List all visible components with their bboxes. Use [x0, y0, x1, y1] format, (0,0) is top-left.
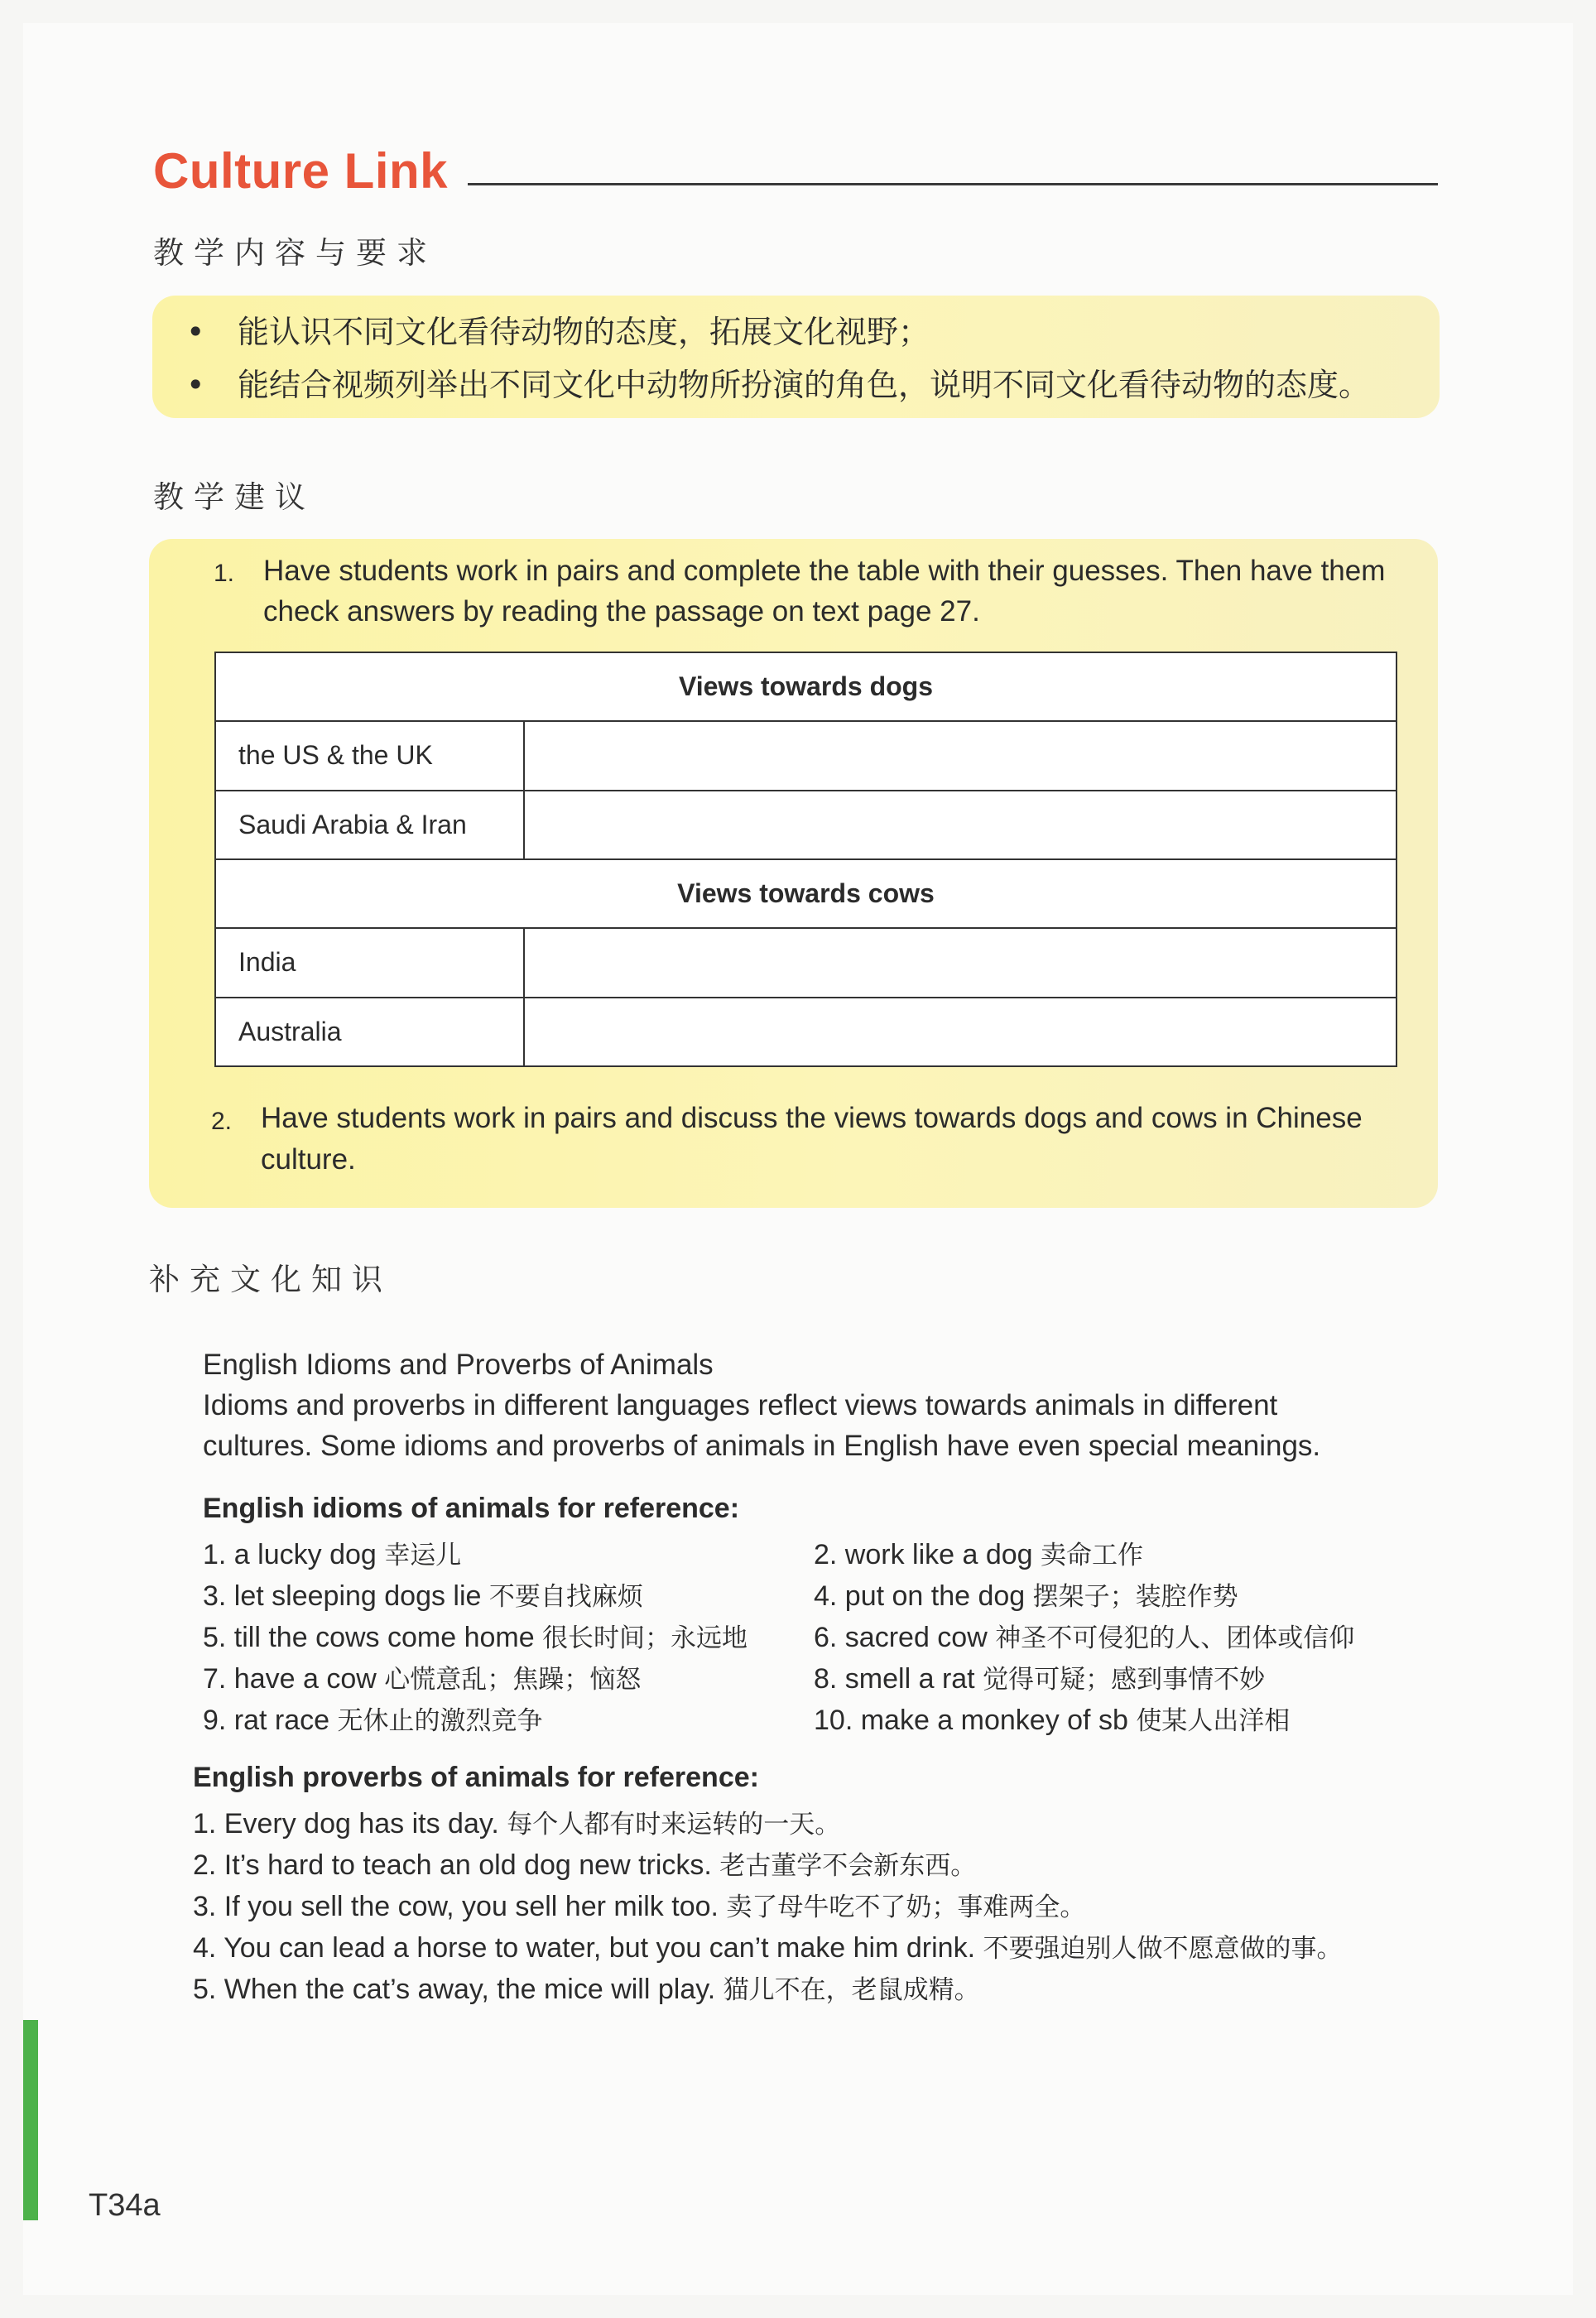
section-heading-culture: 补充文化知识 — [149, 1262, 392, 1297]
proverb-item: 5. When the cat’s away, the mice will play. 猫儿不在，老鼠成精。 — [193, 1974, 980, 2005]
objective-text: 能认识不同文化看待动物的态度，拓展文化视野； — [238, 314, 930, 350]
idiom-item: 2. work like a dog 卖命工作 — [814, 1539, 1144, 1570]
idiom-item: 3. let sleeping dogs lie 不要自找麻烦 — [203, 1580, 643, 1612]
objective-text: 能结合视频列举出不同文化中动物所扮演的角色，说明不同文化看待动物的态度。 — [238, 367, 1371, 403]
proverb-item: 1. Every dog has its day. 每个人都有时来运转的一天。 — [193, 1808, 841, 1839]
country-cell: Australia — [215, 998, 524, 1066]
section-heading-suggestions: 教学建议 — [153, 479, 315, 515]
title-rule — [468, 183, 1438, 185]
proverbs-heading: English proverbs of animals for reference: — [193, 1762, 759, 1793]
idiom-item: 5. till the cows come home 很长时间；永远地 — [203, 1622, 748, 1653]
page-edge-bar — [23, 2020, 38, 2220]
country-cell: the US & the UK — [215, 721, 524, 790]
page-title: Culture Link — [153, 143, 449, 199]
answer-cell[interactable] — [524, 791, 1396, 859]
idiom-item: 9. rat race 无休止的激烈竞争 — [203, 1705, 543, 1736]
idiom-item: 10. make a monkey of sb 使某人出洋相 — [814, 1705, 1291, 1736]
cows-header: Views towards cows — [215, 859, 1396, 928]
suggestion-2-line2: culture. — [261, 1143, 356, 1176]
culture-intro-line1: Idioms and proverbs in different languages reflect views towards animals in different — [203, 1389, 1278, 1421]
idiom-item: 8. smell a rat 觉得可疑；感到事情不妙 — [814, 1663, 1266, 1695]
idiom-item: 1. a lucky dog 幸运儿 — [203, 1539, 462, 1570]
proverb-item: 4. You can lead a horse to water, but you can’t make him drink. 不要强迫别人做不愿意做的事。 — [193, 1932, 1343, 1964]
idiom-item: 4. put on the dog 摆架子；装腔作势 — [814, 1580, 1238, 1612]
section-heading-objectives: 教学内容与要求 — [153, 235, 437, 271]
culture-intro-line2: cultures. Some idioms and proverbs of animals in English have even special meanings. — [203, 1430, 1321, 1462]
suggestion-1-line1: Have students work in pairs and complete the table with their guesses. Then have them — [263, 555, 1386, 587]
views-table — [214, 652, 1397, 1067]
objective-item: • 能认识不同文化看待动物的态度，拓展文化视野； — [186, 314, 930, 350]
idiom-item: 7. have a cow 心慌意乱；焦躁；恼怒 — [203, 1663, 642, 1695]
proverb-item: 3. If you sell the cow, you sell her milk too. 卖了母牛吃不了奶；事难两全。 — [193, 1891, 1086, 1922]
culture-heading: English Idioms and Proverbs of Animals — [203, 1349, 714, 1381]
suggestion-number: 2. — [211, 1108, 233, 1135]
page-number: T34a — [89, 2188, 161, 2223]
idioms-heading: English idioms of animals for reference: — [203, 1493, 740, 1524]
dogs-header: Views towards dogs — [215, 652, 1396, 721]
answer-cell[interactable] — [524, 721, 1396, 790]
suggestion-1-line2: check answers by reading the passage on text page 27. — [263, 595, 980, 628]
suggestion-2-line1: Have students work in pairs and discuss the views towards dogs and cows in Chinese — [261, 1102, 1363, 1134]
objective-item: • 能结合视频列举出不同文化中动物所扮演的角色，说明不同文化看待动物的态度。 — [186, 367, 1371, 403]
country-cell: Saudi Arabia & Iran — [215, 791, 524, 859]
suggestion-number: 1. — [214, 560, 235, 587]
idiom-item: 6. sacred cow 神圣不可侵犯的人、团体或信仰 — [814, 1622, 1355, 1653]
proverb-item: 2. It’s hard to teach an old dog new tricks. 老古董学不会新东西。 — [193, 1849, 977, 1881]
country-cell: India — [215, 928, 524, 997]
answer-cell[interactable] — [524, 928, 1396, 997]
answer-cell[interactable] — [524, 998, 1396, 1066]
